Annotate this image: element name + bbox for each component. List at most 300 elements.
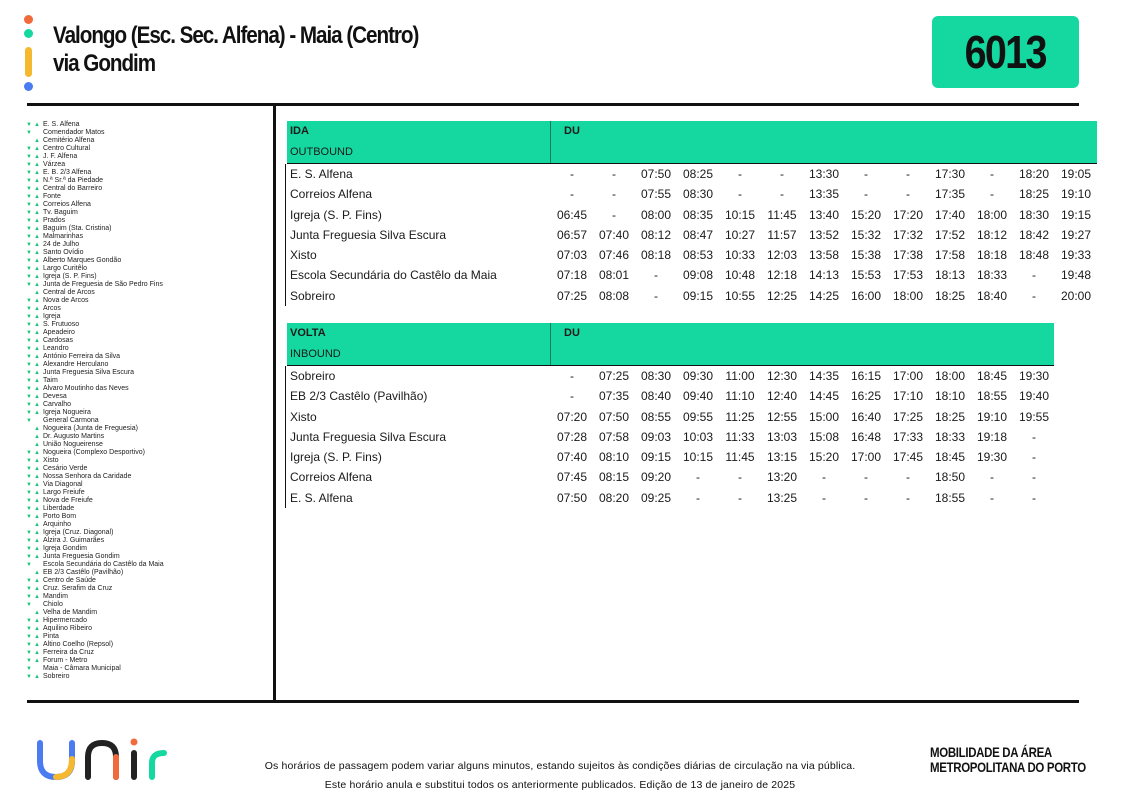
stop-list-item xyxy=(24,425,270,433)
time-cell: 19:10 xyxy=(976,409,1008,424)
down-arrow-icon: ▼ xyxy=(26,330,32,336)
down-arrow-icon: ▼ xyxy=(26,378,32,384)
down-arrow-icon: ▼ xyxy=(26,386,32,392)
time-cell: 08:00 xyxy=(640,207,672,222)
time-cell: 19:15 xyxy=(1060,207,1092,222)
down-arrow-icon: ▼ xyxy=(26,594,32,600)
stop-name: Ferreira da Cruz xyxy=(43,649,94,656)
time-cell: 16:25 xyxy=(850,389,882,404)
line-number: 6013 xyxy=(964,26,1047,78)
time-cell: 14:45 xyxy=(808,389,840,404)
up-arrow-icon: ▲ xyxy=(34,370,40,376)
stop-list-item xyxy=(24,657,270,665)
stop-list-item xyxy=(24,129,270,137)
stop-name: Santo Ovídio xyxy=(43,249,84,256)
time-cell: 13:40 xyxy=(808,207,840,222)
down-arrow-icon: ▼ xyxy=(26,562,32,568)
table-row xyxy=(287,225,1097,245)
table-row xyxy=(287,386,1054,406)
time-cell: 10:15 xyxy=(682,450,714,465)
stop-name: Escola Secundária do Castêlo da Maia xyxy=(43,561,164,568)
stop-list-item xyxy=(24,385,270,393)
stop-name: E. B. 2/3 Alfena xyxy=(43,169,92,176)
table-row xyxy=(287,184,1097,204)
down-arrow-icon: ▼ xyxy=(26,250,32,256)
up-arrow-icon: ▲ xyxy=(34,674,40,680)
time-cell: - xyxy=(612,187,616,202)
time-cell: 06:45 xyxy=(556,207,588,222)
up-arrow-icon: ▲ xyxy=(34,306,40,312)
table-row xyxy=(287,286,1097,306)
up-arrow-icon: ▲ xyxy=(34,434,40,440)
down-arrow-icon: ▼ xyxy=(26,186,32,192)
down-arrow-icon: ▼ xyxy=(26,626,32,632)
row-stop-name: Correios Alfena xyxy=(290,187,373,202)
down-arrow-icon: ▼ xyxy=(26,202,32,208)
down-arrow-icon: ▼ xyxy=(26,514,32,520)
up-arrow-icon: ▲ xyxy=(34,154,40,160)
up-arrow-icon: ▲ xyxy=(34,250,40,256)
stop-list-item xyxy=(24,265,270,273)
row-stop-name: Igreja (S. P. Fins) xyxy=(290,207,382,222)
down-arrow-icon: ▼ xyxy=(26,274,32,280)
up-arrow-icon: ▲ xyxy=(34,466,40,472)
row-stop-name: Xisto xyxy=(290,409,317,424)
stop-name: Prados xyxy=(43,217,66,224)
stop-name: Cardosas xyxy=(43,337,73,344)
header-separator xyxy=(550,121,551,163)
time-cell: 08:53 xyxy=(682,248,714,263)
up-arrow-icon: ▲ xyxy=(34,378,40,384)
table-row xyxy=(287,447,1054,467)
up-arrow-icon: ▲ xyxy=(34,658,40,664)
time-cell: 18:45 xyxy=(934,450,966,465)
stop-name: Maia - Câmara Municipal xyxy=(43,665,121,672)
stop-list-item xyxy=(24,393,270,401)
time-cell: 08:40 xyxy=(640,389,672,404)
down-arrow-icon: ▼ xyxy=(26,650,32,656)
time-cell: 19:40 xyxy=(1018,389,1050,404)
down-arrow-icon: ▼ xyxy=(26,194,32,200)
down-arrow-icon: ▼ xyxy=(26,306,32,312)
down-arrow-icon: ▼ xyxy=(26,218,32,224)
stop-list-item xyxy=(24,209,270,217)
up-arrow-icon: ▲ xyxy=(34,610,40,616)
up-arrow-icon: ▲ xyxy=(34,402,40,408)
up-arrow-icon: ▲ xyxy=(34,362,40,368)
inbound-header xyxy=(287,323,1054,365)
down-arrow-icon: ▼ xyxy=(26,482,32,488)
time-cell: - xyxy=(1032,268,1036,283)
time-cell: - xyxy=(864,470,868,485)
stop-name: Mandim xyxy=(43,593,68,600)
down-arrow-icon: ▼ xyxy=(26,666,32,672)
time-cell: 12:03 xyxy=(766,248,798,263)
time-cell: 08:15 xyxy=(598,470,630,485)
time-cell: 11:25 xyxy=(725,409,755,424)
up-arrow-icon: ▲ xyxy=(34,626,40,632)
up-arrow-icon: ▲ xyxy=(34,122,40,128)
stop-name: Várzea xyxy=(43,161,66,168)
stop-list-item xyxy=(24,257,270,265)
vertical-divider xyxy=(273,104,276,702)
stop-name: Sobreiro xyxy=(43,673,70,680)
down-arrow-icon: ▼ xyxy=(26,674,32,680)
up-arrow-icon: ▲ xyxy=(34,290,40,296)
up-arrow-icon: ▲ xyxy=(34,258,40,264)
stop-name: Igreja Gondim xyxy=(43,545,87,552)
time-cell: 08:30 xyxy=(640,369,672,383)
up-arrow-icon: ▲ xyxy=(34,178,40,184)
time-cell: 07:25 xyxy=(556,288,588,303)
stop-name: Via Diagonal xyxy=(43,481,83,488)
down-arrow-icon: ▼ xyxy=(26,322,32,328)
time-cell: 08:12 xyxy=(640,227,672,242)
stop-list-item xyxy=(24,609,270,617)
stop-list-item xyxy=(24,665,270,673)
down-arrow-icon: ▼ xyxy=(26,586,32,592)
time-cell: 11:45 xyxy=(767,207,797,222)
down-arrow-icon: ▼ xyxy=(26,498,32,504)
stop-name: Alvaro Moutinho das Neves xyxy=(43,385,129,392)
time-cell: 18:40 xyxy=(976,288,1008,303)
stop-name: Porto Bom xyxy=(43,513,77,520)
stop-name: N.ª Sr.ª da Piedade xyxy=(43,177,104,184)
time-cell: 16:48 xyxy=(850,429,882,444)
time-cell: - xyxy=(1032,429,1036,444)
time-cell: 10:15 xyxy=(724,207,756,222)
stop-name: 24 de Julho xyxy=(43,241,80,248)
stop-list-item xyxy=(24,433,270,441)
row-stop-name: Escola Secundária do Castêlo da Maia xyxy=(290,268,497,283)
up-arrow-icon: ▲ xyxy=(34,202,40,208)
time-cell: 17:45 xyxy=(892,450,924,465)
up-arrow-icon: ▲ xyxy=(34,538,40,544)
stop-name: Chiolo xyxy=(43,601,63,608)
stop-list-item xyxy=(24,121,270,129)
time-cell: - xyxy=(1032,470,1036,485)
stop-name: Alzira J. Guimarães xyxy=(43,537,105,544)
down-arrow-icon: ▼ xyxy=(26,458,32,464)
stop-list-item xyxy=(24,241,270,249)
down-arrow-icon: ▼ xyxy=(26,170,32,176)
footer-note-1: Os horários de passagem podem variar alguns minutos, estando sujeitos às condições diárias de circulação na via pública. xyxy=(264,760,856,772)
stop-list-item xyxy=(24,329,270,337)
time-cell: 19:30 xyxy=(1018,369,1050,383)
up-arrow-icon: ▲ xyxy=(34,530,40,536)
time-cell: 17:52 xyxy=(934,227,966,242)
up-arrow-icon: ▲ xyxy=(34,474,40,480)
time-cell: 19:10 xyxy=(1060,187,1092,202)
stop-list-item xyxy=(24,441,270,449)
up-arrow-icon: ▲ xyxy=(34,426,40,432)
stop-list-item xyxy=(24,673,270,681)
table-row xyxy=(287,245,1097,265)
stop-name: Igreja Nogueira xyxy=(43,409,91,416)
time-cell: 17:00 xyxy=(892,369,924,383)
up-arrow-icon: ▲ xyxy=(34,594,40,600)
up-arrow-icon: ▲ xyxy=(34,578,40,584)
down-arrow-icon: ▼ xyxy=(26,314,32,320)
time-cell: - xyxy=(738,187,742,202)
time-cell: 12:40 xyxy=(766,389,798,404)
time-cell: - xyxy=(738,490,742,505)
stop-name: Arquinho xyxy=(43,521,72,528)
time-cell: - xyxy=(696,470,700,485)
down-arrow-icon: ▼ xyxy=(26,450,32,456)
time-cell: 18:00 xyxy=(892,288,924,303)
down-arrow-icon: ▼ xyxy=(26,402,32,408)
time-cell: 07:50 xyxy=(640,167,672,181)
down-arrow-icon: ▼ xyxy=(26,266,32,272)
up-arrow-icon: ▲ xyxy=(34,266,40,272)
time-cell: 09:25 xyxy=(640,490,672,505)
time-cell: - xyxy=(570,167,574,181)
authority-line2: METROPOLITANA DO PORTO xyxy=(930,759,1086,775)
outbound-table xyxy=(287,121,1097,306)
stop-list-item xyxy=(24,593,270,601)
inbound-label: VOLTA xyxy=(290,327,326,339)
up-arrow-icon: ▲ xyxy=(34,554,40,560)
time-cell: 19:48 xyxy=(1060,268,1092,283)
stop-name: Junta de Freguesia de São Pedro Fins xyxy=(43,281,163,288)
time-cell: 12:18 xyxy=(766,268,798,283)
stop-name: Igreja (Cruz. Diagonal) xyxy=(43,529,114,536)
time-cell: 17:58 xyxy=(934,248,966,263)
time-cell: - xyxy=(906,167,910,181)
time-cell: 08:55 xyxy=(640,409,672,424)
table-left-rule xyxy=(285,366,286,508)
time-cell: - xyxy=(696,490,700,505)
up-arrow-icon: ▲ xyxy=(34,314,40,320)
stop-name: Correios Alfena xyxy=(43,201,91,208)
stop-list-item xyxy=(24,249,270,257)
stop-list-item xyxy=(24,649,270,657)
up-arrow-icon: ▲ xyxy=(34,170,40,176)
time-cell: 18:18 xyxy=(976,248,1008,263)
stop-list-item xyxy=(24,201,270,209)
time-cell: - xyxy=(990,167,994,181)
time-cell: 08:10 xyxy=(598,450,630,465)
row-stop-name: Correios Alfena xyxy=(290,470,373,485)
down-arrow-icon: ▼ xyxy=(26,338,32,344)
down-arrow-icon: ▼ xyxy=(26,210,32,216)
stop-list-item xyxy=(24,321,270,329)
up-arrow-icon: ▲ xyxy=(34,634,40,640)
down-arrow-icon: ▼ xyxy=(26,642,32,648)
up-arrow-icon: ▲ xyxy=(34,498,40,504)
time-cell: 13:20 xyxy=(766,470,798,485)
stop-list-item xyxy=(24,169,270,177)
stop-list-item xyxy=(24,473,270,481)
time-cell: 12:55 xyxy=(766,409,798,424)
time-cell: 18:33 xyxy=(976,268,1008,283)
stop-name: Cemitério Alfena xyxy=(43,137,95,144)
outbound-body xyxy=(287,164,1097,306)
stop-list-item xyxy=(24,409,270,417)
down-arrow-icon: ▼ xyxy=(26,162,32,168)
time-cell: 13:25 xyxy=(766,490,798,505)
time-cell: 17:20 xyxy=(892,207,924,222)
down-arrow-icon: ▼ xyxy=(26,242,32,248)
up-arrow-icon: ▲ xyxy=(34,146,40,152)
stop-list-item xyxy=(24,585,270,593)
down-arrow-icon: ▼ xyxy=(26,634,32,640)
time-cell: 09:15 xyxy=(682,288,714,303)
authority-logo xyxy=(930,745,1086,775)
stop-name: Alberto Marques Gondão xyxy=(43,257,122,264)
time-cell: 09:20 xyxy=(640,470,672,485)
down-arrow-icon: ▼ xyxy=(26,530,32,536)
time-cell: 19:55 xyxy=(1018,409,1050,424)
stop-list-item xyxy=(24,537,270,545)
time-cell: 15:20 xyxy=(808,450,840,465)
down-arrow-icon: ▼ xyxy=(26,474,32,480)
time-cell: - xyxy=(1032,450,1036,465)
time-cell: 17:53 xyxy=(892,268,924,283)
stop-name: Cruz. Serafim da Cruz xyxy=(43,585,113,592)
stop-list-item xyxy=(24,553,270,561)
down-arrow-icon: ▼ xyxy=(26,258,32,264)
stop-name: Junta Freguesia Gondim xyxy=(43,553,120,560)
stop-name: General Carmona xyxy=(43,417,99,424)
time-cell: 07:20 xyxy=(556,409,588,424)
down-arrow-icon: ▼ xyxy=(26,362,32,368)
time-cell: 07:50 xyxy=(598,409,630,424)
time-cell: 17:40 xyxy=(934,207,966,222)
time-cell: 08:20 xyxy=(598,490,630,505)
time-cell: 08:35 xyxy=(682,207,714,222)
down-arrow-icon: ▼ xyxy=(26,122,32,128)
brand-dots-icon xyxy=(24,15,34,95)
time-cell: - xyxy=(864,187,868,202)
up-arrow-icon: ▲ xyxy=(34,482,40,488)
time-cell: 18:42 xyxy=(1018,227,1050,242)
stop-name: S. Frutuoso xyxy=(43,321,80,328)
time-cell: 07:03 xyxy=(556,248,588,263)
down-arrow-icon: ▼ xyxy=(26,130,32,136)
inbound-day-type: DU xyxy=(564,327,580,339)
time-cell: 10:55 xyxy=(724,288,756,303)
top-divider xyxy=(27,103,1079,106)
time-cell: 18:00 xyxy=(934,369,966,383)
up-arrow-icon: ▲ xyxy=(34,346,40,352)
time-cell: 07:25 xyxy=(598,369,630,383)
down-arrow-icon: ▼ xyxy=(26,466,32,472)
time-cell: 07:58 xyxy=(598,429,630,444)
stop-list-item xyxy=(24,561,270,569)
up-arrow-icon: ▲ xyxy=(34,210,40,216)
time-cell: 09:55 xyxy=(682,409,714,424)
stop-list-item xyxy=(24,497,270,505)
time-cell: 11:33 xyxy=(725,429,755,444)
time-cell: - xyxy=(1032,490,1036,505)
stop-name: Forum - Metro xyxy=(43,657,88,664)
time-cell: 07:50 xyxy=(556,490,588,505)
time-cell: 10:48 xyxy=(724,268,756,283)
time-cell: 10:27 xyxy=(724,227,756,242)
down-arrow-icon: ▼ xyxy=(26,226,32,232)
stop-list-item xyxy=(24,137,270,145)
time-cell: 11:57 xyxy=(767,227,797,242)
stop-name: Nogueira (Junta de Freguesia) xyxy=(43,425,138,432)
time-cell: 15:20 xyxy=(850,207,882,222)
line-number-badge xyxy=(932,16,1079,88)
time-cell: 16:40 xyxy=(850,409,882,424)
time-cell: 18:50 xyxy=(934,470,966,485)
table-row xyxy=(287,265,1097,285)
time-cell: 07:40 xyxy=(598,227,630,242)
header-separator xyxy=(550,323,551,365)
time-cell: 15:53 xyxy=(850,268,882,283)
route-title-line2: via Gondim xyxy=(53,50,156,77)
route-title-line1: Valongo (Esc. Sec. Alfena) - Maia (Centro) xyxy=(53,22,419,49)
stop-name: Tv. Baguim xyxy=(43,209,78,216)
down-arrow-icon: ▼ xyxy=(26,234,32,240)
down-arrow-icon: ▼ xyxy=(26,546,32,552)
up-arrow-icon: ▲ xyxy=(34,642,40,648)
time-cell: 13:52 xyxy=(808,227,840,242)
stop-name: Arcos xyxy=(43,305,61,312)
time-cell: 07:45 xyxy=(556,470,588,485)
time-cell: 17:00 xyxy=(850,450,882,465)
table-left-rule xyxy=(285,164,286,306)
time-cell: 15:38 xyxy=(850,248,882,263)
time-cell: - xyxy=(864,490,868,505)
stop-list-item xyxy=(24,273,270,281)
stop-name: Centro Cultural xyxy=(43,145,91,152)
yellow-bar-icon xyxy=(25,47,32,77)
table-row xyxy=(287,407,1054,427)
time-cell: 14:13 xyxy=(808,268,840,283)
time-cell: 11:45 xyxy=(725,450,755,465)
up-arrow-icon: ▲ xyxy=(34,338,40,344)
time-cell: 07:18 xyxy=(556,268,588,283)
down-arrow-icon: ▼ xyxy=(26,538,32,544)
stop-name: Fonte xyxy=(43,193,61,200)
time-cell: 08:18 xyxy=(640,248,672,263)
stop-name: Altino Coelho (Repsol) xyxy=(43,641,114,648)
down-arrow-icon: ▼ xyxy=(26,418,32,424)
time-cell: 18:45 xyxy=(976,369,1008,383)
row-stop-name: EB 2/3 Castêlo (Pavilhão) xyxy=(290,389,428,404)
up-arrow-icon: ▲ xyxy=(34,138,40,144)
outbound-day-type: DU xyxy=(564,125,580,137)
stop-list-item xyxy=(24,185,270,193)
stop-list-item xyxy=(24,225,270,233)
stop-list-item xyxy=(24,449,270,457)
up-arrow-icon: ▲ xyxy=(34,226,40,232)
stop-list-item xyxy=(24,505,270,513)
stop-list-item xyxy=(24,481,270,489)
up-arrow-icon: ▲ xyxy=(34,322,40,328)
time-cell: 10:03 xyxy=(682,429,714,444)
stop-name: Liberdade xyxy=(43,505,75,512)
time-cell: 17:38 xyxy=(892,248,924,263)
inbound-sublabel: INBOUND xyxy=(290,348,341,360)
stop-name: António Ferreira da Silva xyxy=(43,353,121,360)
time-cell: 18:25 xyxy=(934,288,966,303)
up-arrow-icon: ▲ xyxy=(34,298,40,304)
up-arrow-icon: ▲ xyxy=(34,330,40,336)
time-cell: - xyxy=(654,268,658,283)
time-cell: 19:33 xyxy=(1060,248,1092,263)
time-cell: 10:33 xyxy=(724,248,756,263)
stop-name: Junta Freguesia Silva Escura xyxy=(43,369,135,376)
stop-name: Leandro xyxy=(43,345,69,352)
time-cell: 07:46 xyxy=(598,248,630,263)
stop-name: Nogueira (Complexo Desportivo) xyxy=(43,449,145,456)
